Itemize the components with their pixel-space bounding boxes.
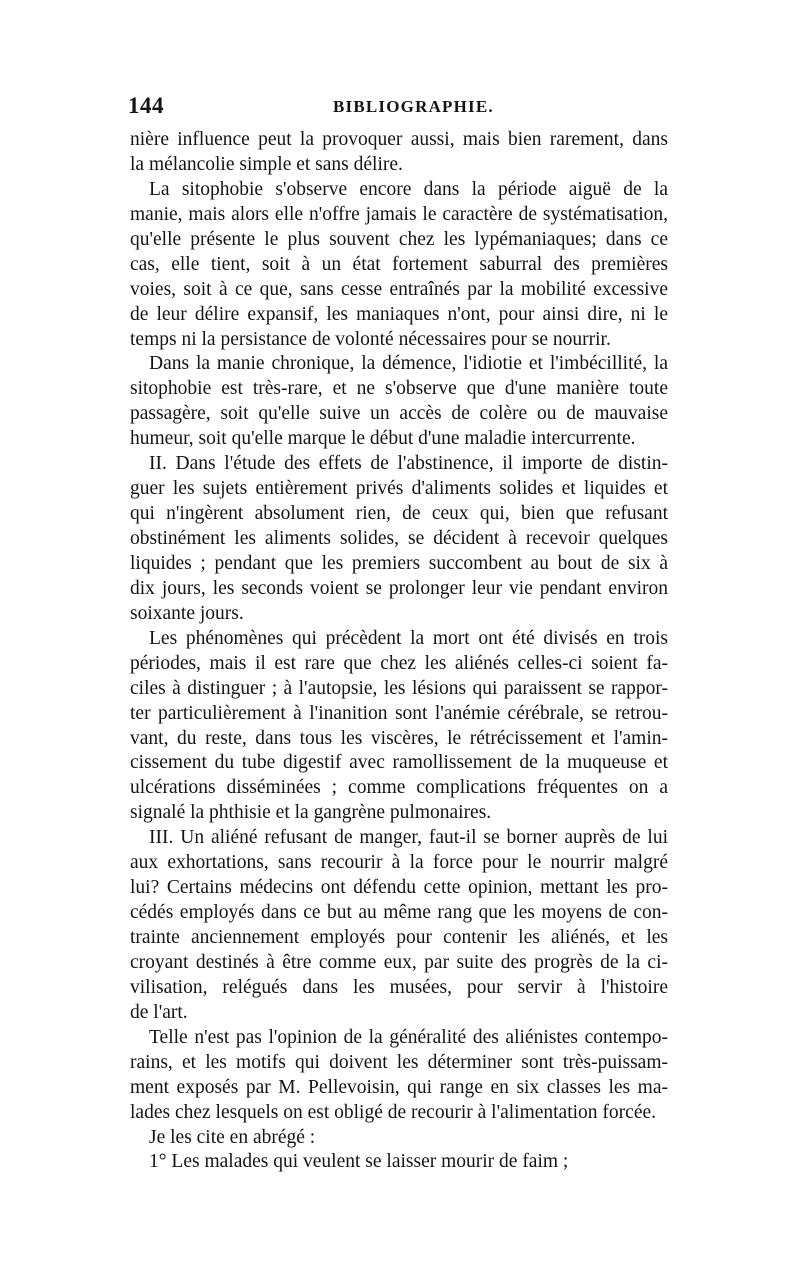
page-number: 144 (128, 93, 164, 118)
text-line: lades chez lesquels on est obligé de recourir à l'alimentation forcée. (130, 1101, 657, 1123)
text-line: obstinément les aliments solides, se décident à recevoir quelques (130, 528, 668, 549)
text-line: croyant destinés à être comme eux, par suite des progrès de la ci- (130, 951, 668, 973)
text-line: de l'art. (130, 1001, 188, 1023)
text-line: passagère, soit qu'elle suive un accès de colère ou de mauvaise (130, 403, 668, 425)
text-line: Je les cite en abrégé : (149, 1126, 316, 1148)
text-line: manie, mais alors elle n'offre jamais le caractère de systématisation, (130, 203, 668, 225)
text-line: Dans la manie chronique, la démence, l'idiotie et l'imbécillité, la (149, 353, 668, 375)
text-line: rains, et les motifs qui doivent les déterminer sont très-puissam- (130, 1051, 668, 1073)
text-line: 1° Les malades qui veulent se laisser mourir de faim ; (149, 1151, 569, 1173)
text-line: cédés employés dans ce but au même rang que les moyens de con- (130, 902, 668, 924)
text-line: de leur délire expansif, les maniaques n'ont, pour ainsi dire, ni le (130, 303, 668, 325)
text-line: la mélancolie simple et sans délire. (130, 153, 403, 175)
page-header (128, 93, 668, 123)
text-line: cas, elle tient, soit à un état fortement saburral des premières (130, 253, 668, 275)
text-line: voies, soit à ce que, sans cesse entraînés par la mobilité excessive (130, 278, 668, 300)
text-line: périodes, mais il est rare que chez les aliénés celles-ci soient fa- (130, 652, 668, 674)
text-line: Les phénomènes qui précèdent la mort ont été divisés en trois (149, 627, 668, 649)
text-line: qui n'ingèrent absolument rien, de ceux qui, bien que refusant (130, 503, 668, 525)
text-line: cissement du tube digestif avec ramollissement de la muqueuse et (130, 752, 668, 774)
text-line: soixante jours. (130, 602, 244, 624)
text-line: signalé la phthisie et la gangrène pulmonaires. (130, 802, 492, 824)
text-line: sitophobie est très-rare, et ne s'observe que d'une manière toute (130, 378, 668, 400)
text-line: dix jours, les seconds voient se prolonger leur vie pendant environ (130, 577, 668, 599)
text-line: qu'elle présente le plus souvent chez les lypémaniaques; dans ce (130, 228, 668, 250)
text-line: vilisation, relégués dans les musées, pour servir à l'histoire (130, 976, 668, 998)
text-line: III. Un aliéné refusant de manger, faut-il se borner auprès de lui (149, 827, 668, 849)
body-text (130, 128, 668, 1175)
text-line: liquides ; pendant que les premiers succombent au bout de six à (130, 552, 668, 574)
text-line: nière influence peut la provoquer aussi, mais bien rarement, dans (130, 129, 668, 150)
text-line: II. Dans l'étude des effets de l'abstinence, il importe de distin- (149, 453, 668, 475)
text-line: Telle n'est pas l'opinion de la généralité des aliénistes contempo- (149, 1026, 668, 1048)
text-line: ter particulièrement à l'inanition sont l'anémie cérébrale, se retrou- (130, 702, 668, 724)
text-line: ulcérations disséminées ; comme complications fréquentes on a (130, 777, 668, 799)
text-line: temps ni la persistance de volonté nécessaires pour se nourrir. (130, 328, 611, 350)
text-line: vant, du reste, dans tous les viscères, le rétrécissement et l'amin- (130, 727, 668, 749)
text-line: trainte anciennement employés pour contenir les aliénés, et les (130, 927, 668, 948)
text-line: ment exposés par M. Pellevoisin, qui range en six classes les ma- (130, 1076, 668, 1098)
text-line: ciles à distinguer ; à l'autopsie, les lésions qui paraissent se rappor- (130, 677, 668, 699)
text-line: aux exhortations, sans recourir à la force pour le nourrir malgré (130, 852, 668, 874)
running-title: BIBLIOGRAPHIE. (333, 97, 494, 116)
text-line: lui? Certains médecins ont défendu cette opinion, mettant les pro- (130, 877, 668, 899)
text-line: La sitophobie s'observe encore dans la période aiguë de la (149, 178, 668, 200)
text-line: guer les sujets entièrement privés d'aliments solides et liquides et (130, 478, 668, 500)
text-line: humeur, soit qu'elle marque le début d'une maladie intercurrente. (130, 428, 636, 450)
